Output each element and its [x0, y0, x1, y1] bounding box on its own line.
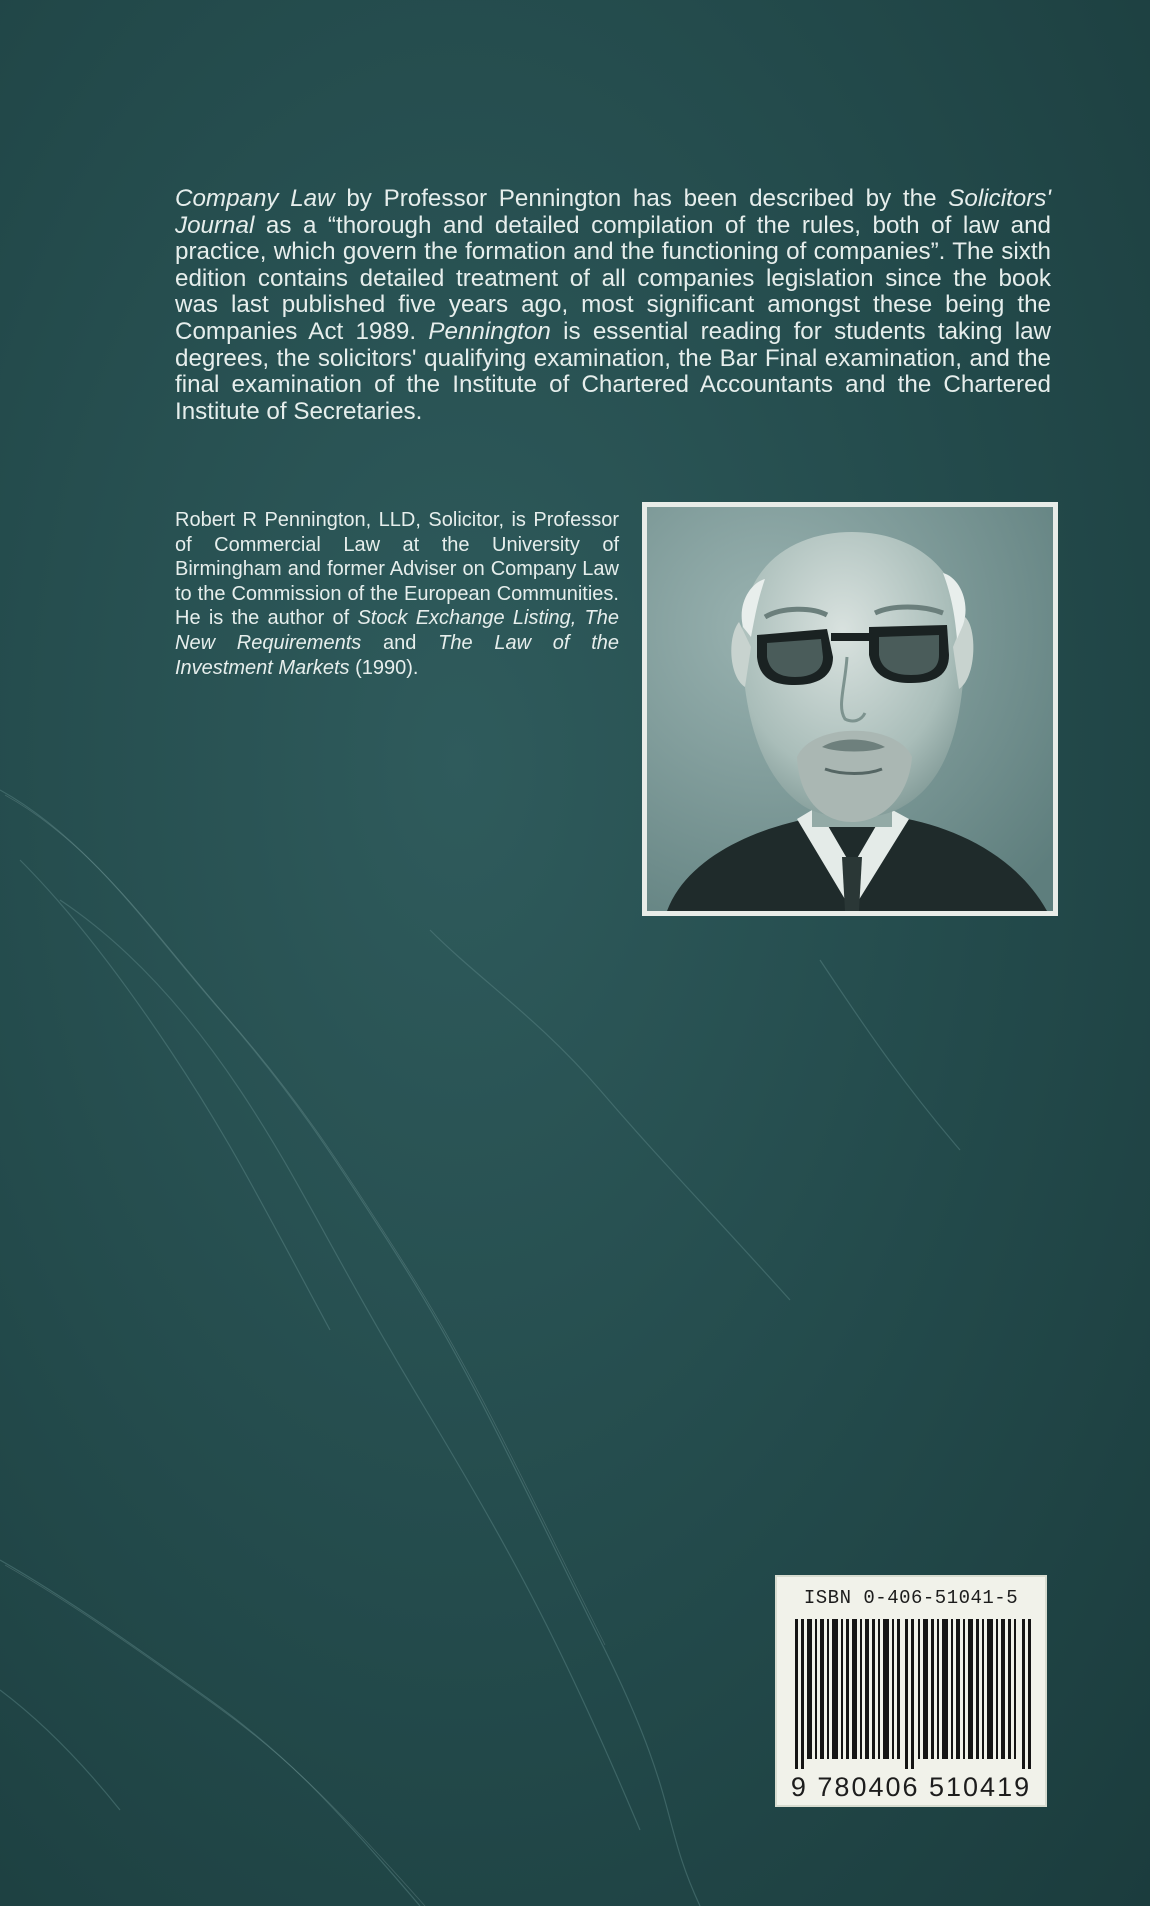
book-title-ref: Company Law [175, 185, 335, 212]
journal-name: Solicitors' Journal [175, 185, 1052, 239]
book-description: Company Law by Professor Pennington has been described by the Solicitors' Journal as a “thorough and detailed compilation of the rules, both of law and practice, which govern the formation and the functioning of companies”. The sixth edition contains detailed treatment of all companies legislation since the book was last published five years ago, most significant amongst these being the Companies Act 1989. Pennington is essential reading for students taking law degrees, the solicitors' qualifying examination, the Bar Final examination, and the final examination of the Institute of Chartered Accountants and the Chartered Institute of Secretaries. [175, 185, 1052, 425]
other-work-title-2: The Law of the Investment Markets [175, 631, 619, 679]
author-bio: Robert R Pennington, LLD, Solicitor, is Professor of Commercial Law at the University of Birmingham and former Adviser on Company Law to the Commission of the European Communities. He is the author of Stock Exchange Listing, The New Requirements and The Law of the Investment Markets (1990). [175, 509, 620, 679]
author-portrait [642, 502, 1058, 916]
portrait-illustration [647, 507, 1053, 911]
barcode-label [775, 1575, 1047, 1807]
other-work-title-1: Stock Exchange Listing, The New Requirements [175, 607, 620, 654]
barcode-bars [795, 1619, 1031, 1769]
book-short-title: Pennington [428, 317, 551, 345]
ean-number: 9 780406 510419 [790, 1772, 1032, 1802]
isbn-number: ISBN 0-406-51041-5 [803, 1587, 1019, 1609]
